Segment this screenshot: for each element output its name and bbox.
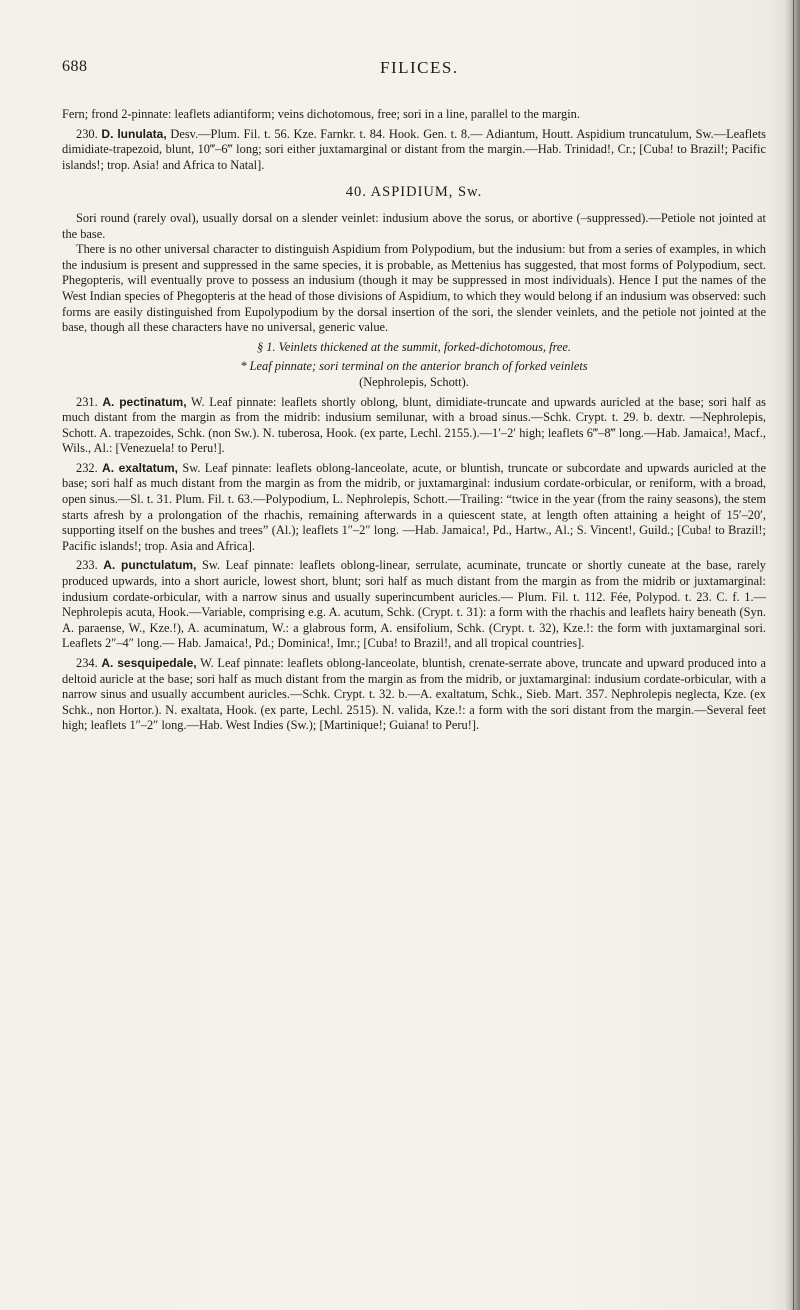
entry-number: 233. xyxy=(76,558,98,573)
species-entry-231 xyxy=(62,395,766,457)
page-number: 688 xyxy=(62,58,88,75)
species-name: A. pectinatum, xyxy=(102,394,187,409)
page-edge xyxy=(784,0,800,1310)
species-entry-232 xyxy=(62,461,766,555)
page-edge-line xyxy=(793,0,794,1310)
species-entry-234 xyxy=(62,656,766,734)
body-text xyxy=(62,107,766,734)
entry-number: 230. xyxy=(76,126,98,141)
genus-discussion: There is no other universal character to distinguish Aspidium from Polypodium, but the indusium: but from a series of examples, in which the indusium is present and suppressed in the same species, it is probable, as Mettenius has suggested, that most forms of Polypodium, sect. Phegopteris, will eventually prove to possess an indusium (though it may be suppressed in most individuals). Hence I put the names of the West Indian species of Phegopteris at the head of those divisions of Aspidium, to which they would belong if an indusium was observed: such forms are easily distinguished from Eupolypodium by the dorsal insertion of the sori, the slender veinlets, and the petiole not jointed at the base, though all these characters have no universal, generic value. xyxy=(62,242,766,335)
section-heading-text: § 1. Veinlets thickened at the summit, forked-dichotomous, free. xyxy=(256,339,572,354)
continuation-paragraph: Fern; frond 2-pinnate: leaflets adiantiform; veins dichotomous, free; sori in a line, parallel to the margin. xyxy=(62,107,580,121)
species-name: A. punctulatum, xyxy=(103,558,197,573)
species-name: D. lunulata, xyxy=(101,126,167,141)
species-entry-233 xyxy=(62,558,766,652)
genus-description: Sori round (rarely oval), usually dorsal on a slender veinlet: indusium above the sorus, or abortive (–suppressed).—Petiole not jointed at the base. xyxy=(62,210,766,241)
page-header xyxy=(0,58,800,82)
entry-number: 231. xyxy=(76,394,98,409)
entry-text: Sw. Leaf pinnate: leaflets oblong-linear, serrulate, acuminate, truncate or shortly cuneate at the base, rarely produced upwards, into a short auricle, lowest short, blunt; sori half as much distant from the margin as from the midrib or juxtamarginal: indusium cordate-orbicular, with a narrow sinus and usually superincumbent auricles.— Plum. Fil. t. 112. Fée, Polypod. t. 23. C. f. 1.—Nephrolepis acuta, Hook.—Variable, comprising e.g. A. acutum, Schk. (Crypt. t. 31): a form with the rhachis and leaflets hairy beneath (Syn. A. paraense, W., Kze.!), A. acuminatum, W.: a glabrous form, A. ensifolium, Schk. (Crypt. t. 32), Kze.!: the form with juxtamarginal sori. Leaflets 2″–4″ long.— Hab. Jamaica!, Pd.; Dominica!, Imr.; [Cuba! to Brazil!, and all tropical countries]. xyxy=(62,558,766,651)
subsection-heading xyxy=(62,359,766,375)
entry-number: 232. xyxy=(76,460,98,475)
entry-text: W. Leaf pinnate: leaflets shortly oblong, blunt, dimidiate-truncate and upwards auricled at the base; sori half as much distant from the margin as from the midrib: indusium semilunar, with a broad sinus.—Schk. Crypt. t. 29. b. dextr. —Nephrolepis, Schott. A. trapezoides, Schk. (non Sw.). N. tuberosa, Hook. (ex parte, Lechl. 2155.).—1′–2′ high; leaflets 6‴–8‴ long.—Hab. Jamaica!, Macf., Wils., Al.: [Venezuela! to Peru!]. xyxy=(62,394,766,456)
species-name: A. exaltatum, xyxy=(102,460,178,475)
entry-text: Sw. Leaf pinnate: leaflets oblong-lanceolate, acute, or bluntish, truncate or subcordate and upwards auricled at the base; sori half as much distant from the margin as from the midrib, or juxtamarginal: indusium cordate-orbicular, or reniform, with a broad, open sinus.—Sl. t. 31. Plum. Fil. t. 63.—Polypodium, L. Nephrolepis, Schott.—Trailing: “twice in the year (from the rainy seasons), the stem starts afresh by a prolongation of the rhachis, remaining afterwards in a quiescent state, at length often attaining a height of 15′–20′, supporting itself on the bushes and trees” (Al.); leaflets 1″–2″ long. —Hab. Jamaica!, Pd., Hartw., Al.; S. Vincent!, Guild.; [Cuba! to Brazil!; Pacific islands!; trop. Asia and Africa]. xyxy=(62,460,766,553)
entry-number: 234. xyxy=(76,656,98,670)
subsection-heading-text: * Leaf pinnate; sori terminal on the anterior branch of forked veinlets xyxy=(240,359,588,374)
species-entry-230 xyxy=(62,127,766,174)
species-name: A. sesquipedale, xyxy=(101,656,197,670)
genus-title: 40. ASPIDIUM, Sw. xyxy=(345,184,483,201)
subsection-heading-genus: (Nephrolepis, Schott). xyxy=(359,374,469,389)
section-heading xyxy=(62,340,766,356)
entry-text: W. Leaf pinnate: leaflets oblong-lanceolate, bluntish, crenate-serrate above, truncate and upward produced into a deltoid auricle at the base; sori half as much distant from the margin as from the midrib, or juxtamarginal: indusium cordate-orbicular, with a narrow sinus and usually accumbent auricles.—Schk. Crypt. t. 32. b.—A. exaltatum, Schk., Sieb. Mart. 357. Nephrolepis neglecta, Kze. (ex Schk., non Hortor.). N. exaltata, Hook. (ex parte, Lechl. 2515). N. valida, Kze.!: a form with the sori distant from the margin.—Several feet high; leaflets 1″–2″ long.—Hab. West Indies (Sw.); [Martinique!; Guiana! to Peru!]. xyxy=(62,656,766,733)
running-title: FILICES. xyxy=(380,58,459,77)
entry-text: Desv.—Plum. Fil. t. 56. Kze. Farnkr. t. 84. Hook. Gen. t. 8.— Adiantum, Houtt. Aspidium truncatulum, Sw.—Leaflets dimidiate-trapezoid, blunt, 10‴–6‴ long; sori either juxtamarginal or distant from the margin.—Hab. Trinidad!, Cr.; [Cuba! to Brazil!; Pacific islands!; trop. Asia! and Africa to Natal]. xyxy=(62,126,767,172)
